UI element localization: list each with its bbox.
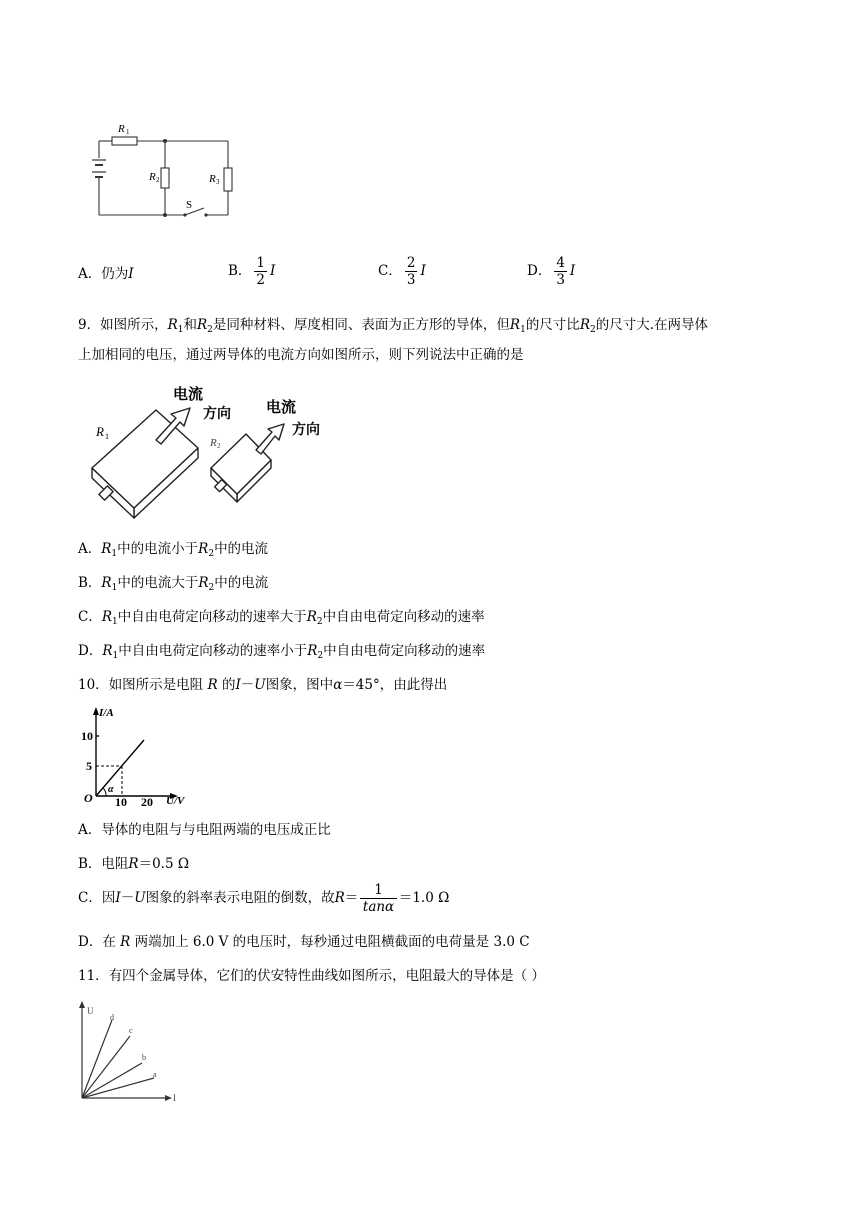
- q9-option-d: D．$R_1$中自由电荷定向移动的速率小于$R_2$中自由电荷定向移动的速率: [78, 643, 486, 661]
- q8-option-b: B． $\frac{1}{2}$ I: [228, 255, 276, 288]
- block-label-r1: R: [96, 424, 104, 439]
- q9-stem-line1: 9．如图所示，$R_1$和$R_2$是同种材料、厚度相同、表面为正方形的导体，但$R_1$的尺寸比$R_2$的尺寸大.在两导体: [78, 317, 709, 335]
- tick-x-20: 20: [141, 795, 153, 808]
- i-axis-label: I: [173, 1093, 176, 1103]
- x-axis-label: U/V: [166, 795, 185, 807]
- resistor-r1: [112, 137, 137, 145]
- q8-option-c: C． $\frac{2}{3}$ I: [378, 255, 426, 288]
- q10-option-c: C．因I－U图象的斜率表示电阻的倒数，故R＝ $\frac{1}{\tan\alpha}$ ＝1.0 Ω: [78, 882, 450, 915]
- r3-label: R: [209, 173, 216, 185]
- r2-label: R: [149, 171, 156, 183]
- iu-graph: [78, 704, 198, 808]
- r1-label: R: [118, 123, 125, 135]
- block-label-r2: R: [210, 437, 217, 449]
- tick-x-10: 10: [115, 795, 127, 808]
- q9-option-a: A．$R_1$中的电流小于$R_2$中的电流: [78, 541, 269, 559]
- q9-option-b: B．$R_1$中的电流大于$R_2$中的电流: [78, 575, 269, 593]
- line-a-label: a: [153, 1070, 157, 1079]
- circuit-diagram: [85, 118, 245, 230]
- tick-y-10: 10: [81, 729, 93, 743]
- y-axis-label: I/A: [99, 707, 114, 719]
- switch-label: S: [186, 199, 193, 211]
- line-a: [82, 1078, 154, 1098]
- angle-label: α: [108, 784, 114, 795]
- ui-characteristic-graph: [72, 1000, 192, 1106]
- line-c-label: c: [129, 1026, 133, 1035]
- q11-stem: 11．有四个金属导体，它们的伏安特性曲线如图所示，电阻最大的导体是（ ）: [78, 968, 545, 984]
- q9-option-c: C．$R_1$中自由电荷定向移动的速率大于$R_2$中自由电荷定向移动的速率: [78, 609, 485, 627]
- u-axis-label: U: [87, 1006, 94, 1016]
- q10-option-b: B．电阻R＝0.5 Ω: [78, 856, 190, 872]
- direction-label-2: 方向: [292, 422, 320, 438]
- resistor-r2: [161, 168, 169, 188]
- origin-label: O: [84, 791, 93, 805]
- direction-label-1: 方向: [203, 406, 231, 422]
- battery-icon: [92, 160, 106, 184]
- q10-option-d: D．在 R 两端加上 6.0 V 的电压时，每秒通过电阻横截面的电荷量是 3.0 C: [78, 934, 530, 950]
- r1-label-sub: 1: [126, 128, 130, 136]
- q9-stem-line2: 上加相同的电压，通过两导体的电流方向如图所示，则下列说法中正确的是: [78, 347, 524, 363]
- block-label-r2-sub: 2: [217, 442, 221, 450]
- line-d: [82, 1020, 112, 1098]
- resistor-r3: [224, 168, 232, 191]
- q10-option-a: A．导体的电阻与与电阻两端的电压成正比: [78, 822, 331, 838]
- q10-stem: 10．如图所示是电阻 R 的I－U图象，图中α＝45°，由此得出: [78, 677, 448, 693]
- current-label-2: 电流: [266, 398, 297, 416]
- r2-label-sub: 2: [156, 176, 160, 184]
- r3-label-sub: 3: [216, 178, 220, 186]
- q8-option-d: D． $\frac{4}{3}$ I: [527, 255, 576, 288]
- block-label-r1-sub: 1: [105, 432, 109, 441]
- conductor-r1: [92, 410, 198, 518]
- current-arrow-r2: [256, 424, 284, 454]
- line-b: [82, 1063, 142, 1098]
- iu-line: [96, 740, 144, 796]
- line-d-label: d: [110, 1013, 114, 1022]
- current-label-1: 电流: [173, 385, 204, 403]
- line-c: [82, 1036, 130, 1098]
- conductor-blocks-figure: [86, 378, 346, 528]
- line-b-label: b: [142, 1053, 146, 1062]
- tick-y-5: 5: [86, 759, 92, 773]
- q8-option-a: A．仍为I: [78, 266, 134, 282]
